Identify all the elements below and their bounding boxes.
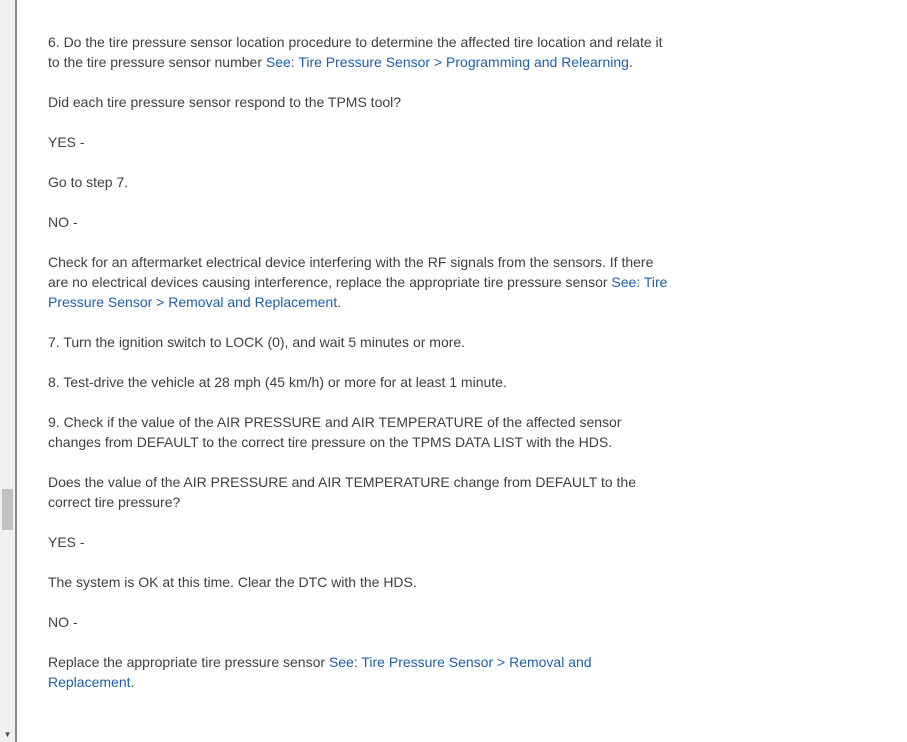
no-label-2: NO - xyxy=(48,614,78,630)
replace-sensor-period: . xyxy=(130,674,135,690)
scrollbar-thumb[interactable] xyxy=(2,489,13,530)
scroll-down-arrow-icon[interactable]: ▼ xyxy=(3,729,12,739)
goto-step-7: Go to step 7. xyxy=(48,174,129,190)
step-7: 7. Turn the ignition switch to LOCK (0), and wait 5 minutes or more. xyxy=(48,334,466,350)
programming-relearning-link[interactable]: See: Tire Pressure Sensor > Programming and Relearning xyxy=(265,54,629,70)
question-value-change: Does the value of the AIR PRESSURE and AIR TEMPERATURE change from DEFAULT to the correct tire pressure? xyxy=(48,474,636,510)
removal-replacement-link-1[interactable]: See: Tire Pressure Sensor > Removal and Replacement xyxy=(48,274,668,310)
removal-replacement-link-2[interactable]: See: Tire Pressure Sensor > Removal and Replacement xyxy=(48,654,592,690)
procedure-content xyxy=(48,32,673,712)
frame-border xyxy=(15,0,17,742)
no-label-1: NO - xyxy=(48,214,78,230)
check-interference xyxy=(48,252,673,312)
check-interference-period: . xyxy=(337,294,341,310)
yes-label-2: YES - xyxy=(48,534,85,550)
step-8: 8. Test-drive the vehicle at 28 mph (45 km/h) or more for at least 1 minute. xyxy=(48,374,507,390)
replace-sensor-text: Replace the appropriate tire pressure sensor xyxy=(48,654,329,670)
vertical-scrollbar[interactable] xyxy=(0,0,15,742)
replace-sensor xyxy=(48,652,673,692)
step-6 xyxy=(48,32,673,72)
check-interference-text: Check for an aftermarket electrical device interfering with the RF signals from the sensors. If there are no electrical devices causing interference, replace the appropriate tire pressure sensor xyxy=(48,254,654,290)
step-9: 9. Check if the value of the AIR PRESSURE and AIR TEMPERATURE of the affected sensor changes from DEFAULT to the correct tire pressure on the TPMS DATA LIST with the HDS. xyxy=(48,414,622,450)
yes-label-1: YES - xyxy=(48,134,85,150)
step-6-period: . xyxy=(628,54,633,70)
question-sensor-response: Did each tire pressure sensor respond to the TPMS tool? xyxy=(48,94,402,110)
system-ok-text: The system is OK at this time. Clear the DTC with the HDS. xyxy=(48,574,417,590)
step-6-text: 6. Do the tire pressure sensor location procedure to determine the affected tire location and relate it to the tire pressure sensor number xyxy=(48,34,663,70)
